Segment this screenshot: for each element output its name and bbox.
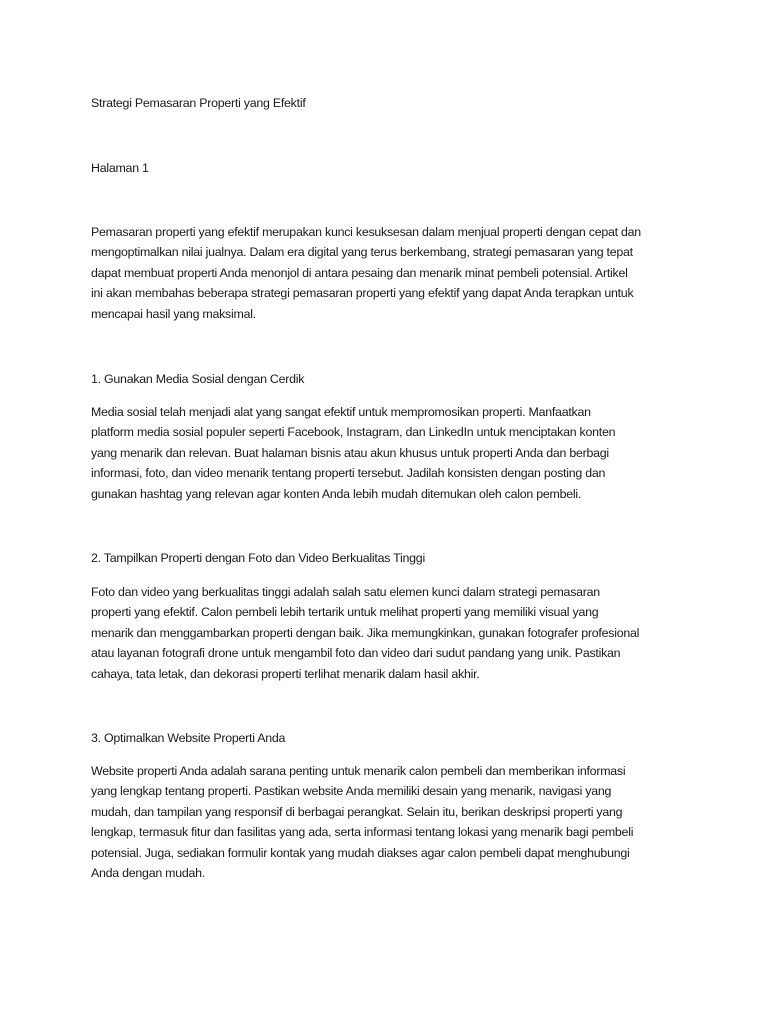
paragraph-line: mudah, dan tampilan yang responsif di berbagai perangkat. Selain itu, berikan deskripsi properti yang bbox=[91, 804, 623, 819]
paragraph-line: Foto dan video yang berkualitas tinggi adalah salah satu elemen kunci dalam strategi pemasaran bbox=[91, 585, 600, 599]
section-paragraph bbox=[91, 761, 691, 883]
paragraph-line: yang menarik dan relevan. Buat halaman bisnis atau akun khusus untuk properti Anda dan berbagi bbox=[91, 445, 609, 460]
document-title: Strategi Pemasaran Properti yang Efektif bbox=[91, 96, 306, 110]
paragraph-line: yang lengkap tentang properti. Pastikan website Anda memiliki desain yang menarik, navigasi yang bbox=[91, 784, 612, 799]
section-paragraph bbox=[91, 402, 691, 504]
paragraph-line: mencapai hasil yang maksimal. bbox=[91, 306, 256, 321]
paragraph-line: Website properti Anda adalah sarana penting untuk menarik calon pembeli dan memberikan informasi bbox=[91, 764, 626, 778]
section-heading: 1. Gunakan Media Sosial dengan Cerdik bbox=[91, 372, 305, 386]
paragraph-line: potensial. Juga, sediakan formulir kontak yang mudah diakses agar calon pembeli dapat menghubungi bbox=[91, 845, 630, 860]
paragraph-line: gunakan hashtag yang relevan agar konten Anda lebih mudah ditemukan oleh calon pembeli. bbox=[91, 486, 582, 501]
intro-paragraph bbox=[91, 222, 691, 324]
paragraph-line: Pemasaran properti yang efektif merupakan kunci kesuksesan dalam menjual properti dengan cepat dan bbox=[91, 225, 641, 239]
paragraph-line: cahaya, tata letak, dan dekorasi properti terlihat menarik dalam hasil akhir. bbox=[91, 666, 480, 681]
paragraph-line: dapat membuat properti Anda menonjol di antara pesaing dan menarik minat pembeli potensial. Artikel bbox=[91, 265, 628, 280]
section-heading: 3. Optimalkan Website Properti Anda bbox=[91, 731, 286, 745]
paragraph-line: menarik dan menggambarkan properti dengan baik. Jika memungkinkan, gunakan fotografer profesional bbox=[91, 625, 640, 640]
paragraph-line: informasi, foto, dan video menarik tentang properti tersebut. Jadilah konsisten dengan posting dan bbox=[91, 466, 606, 481]
paragraph-line: Media sosial telah menjadi alat yang sangat efektif untuk mempromosikan properti. Manfaatkan bbox=[91, 405, 591, 419]
paragraph-line: ini akan membahas beberapa strategi pemasaran properti yang efektif yang dapat Anda terapkan untuk bbox=[91, 286, 634, 301]
paragraph-line: lengkap, termasuk fitur dan fasilitas yang ada, serta informasi tentang lokasi yang menarik bagi pembeli bbox=[91, 825, 634, 840]
page-label: Halaman 1 bbox=[91, 161, 149, 175]
paragraph-line: Anda dengan mudah. bbox=[91, 866, 205, 881]
section-heading: 2. Tampilkan Properti dengan Foto dan Video Berkualitas Tinggi bbox=[91, 551, 425, 565]
paragraph-line: mengoptimalkan nilai jualnya. Dalam era digital yang terus berkembang, strategi pemasaran yang tepat bbox=[91, 245, 633, 260]
paragraph-line: properti yang efektif. Calon pembeli lebih tertarik untuk melihat properti yang memiliki visual yang bbox=[91, 605, 599, 620]
section-paragraph bbox=[91, 582, 691, 684]
paragraph-line: atau layanan fotografi drone untuk mengambil foto dan video dari sudut pandang yang unik. Pastikan bbox=[91, 646, 621, 661]
paragraph-line: platform media sosial populer seperti Facebook, Instagram, dan LinkedIn untuk menciptakan konten bbox=[91, 425, 616, 440]
